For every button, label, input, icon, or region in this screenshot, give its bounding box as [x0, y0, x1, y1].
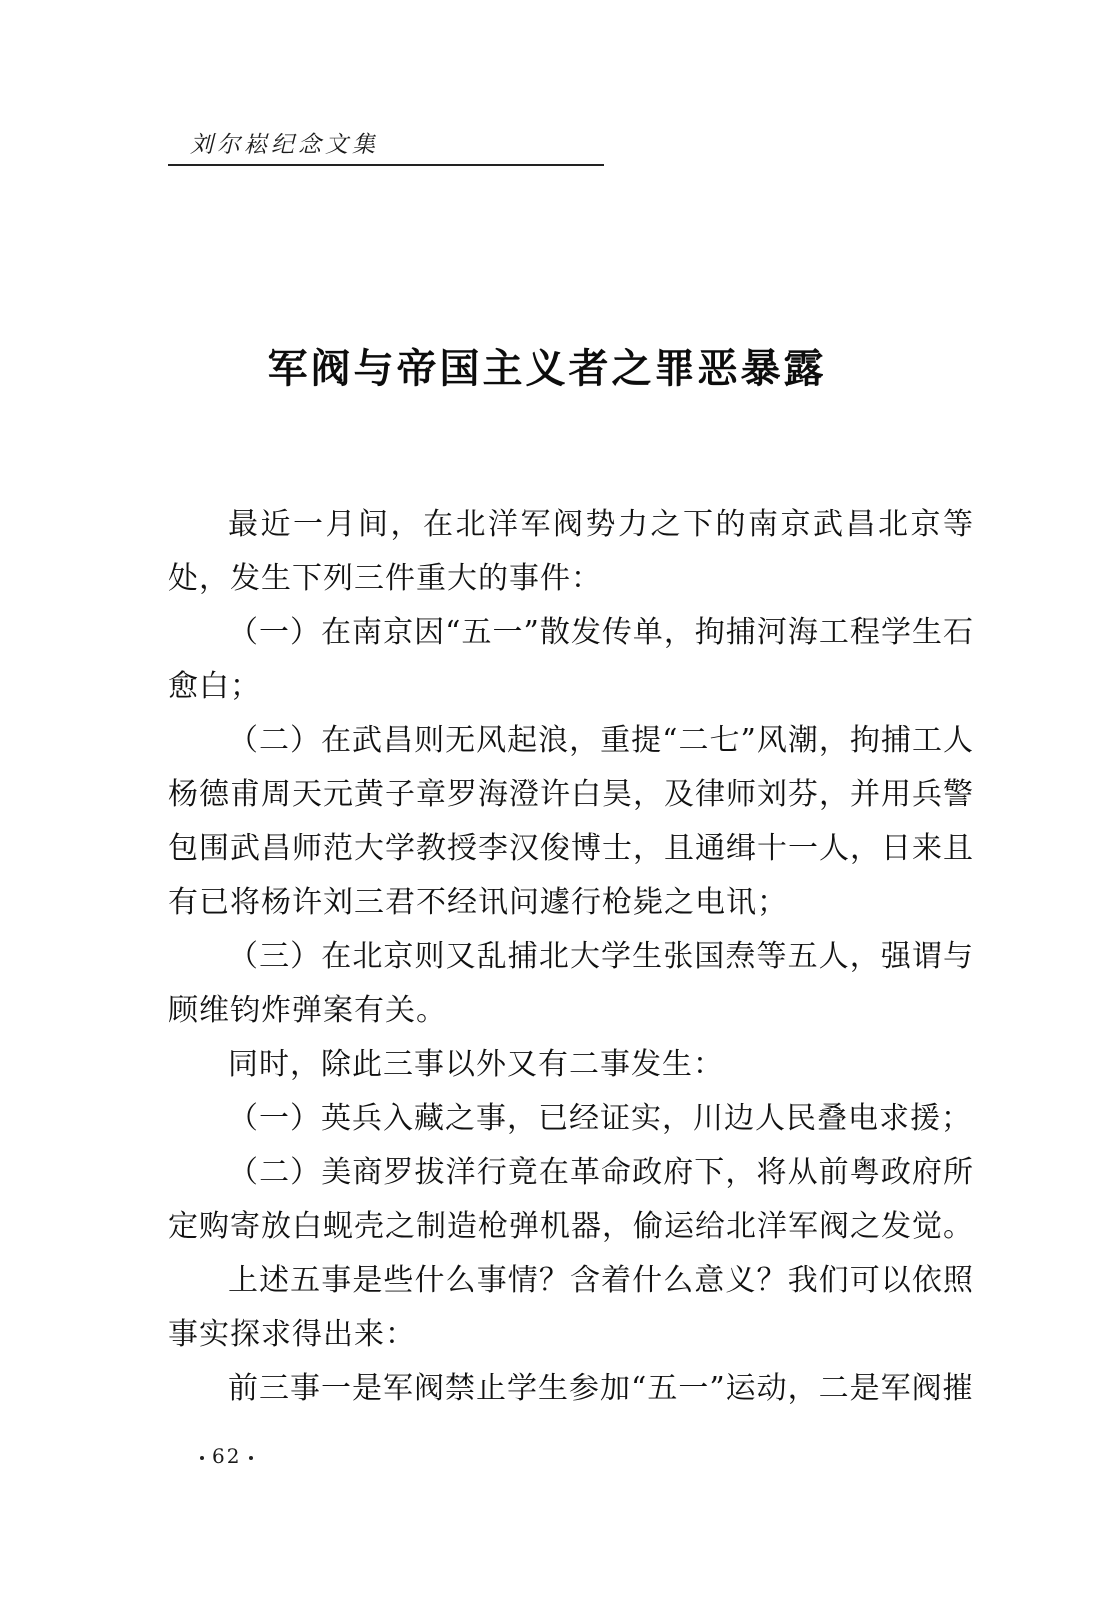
bullet-dot-icon: [200, 1456, 204, 1460]
paragraph: （二）美商罗拔洋行竟在革命政府下，将从前粤政府所定购寄放白蚬壳之制造枪弹机器，偷运给北洋军阀之发觉。: [168, 1155, 974, 1244]
bullet-dot-icon: [249, 1456, 253, 1460]
header-rule: [168, 164, 604, 166]
paragraph: 最近一月间，在北洋军阀势力之下的南京武昌北京等处，发生下列三件重大的事件：: [168, 507, 974, 596]
paragraph: （一）在南京因“五一”散发传单，拘捕河海工程学生石愈白；: [168, 615, 974, 704]
paragraph: 上述五事是些什么事情？含着什么意义？我们可以依照事实探求得出来：: [168, 1263, 974, 1352]
paragraph: （一）英兵入藏之事，已经证实，川边人民叠电求援；: [228, 1101, 972, 1136]
article-title: 军阀与帝国主义者之罪恶暴露: [267, 346, 827, 392]
paragraph: 同时，除此三事以外又有二事发生：: [228, 1047, 724, 1082]
paragraph: （三）在北京则又乱捕北大学生张国焘等五人，强谓与顾维钧炸弹案有关。: [168, 939, 974, 1028]
page-number-value: 62: [212, 1444, 242, 1468]
article-body: [168, 498, 974, 1416]
paragraph: 前三事一是军阀禁止学生参加“五一”运动，二是军阀摧: [228, 1371, 974, 1406]
page-number: [192, 1444, 261, 1468]
running-header: 刘尔崧纪念文集: [190, 132, 379, 158]
paragraph: （二）在武昌则无风起浪，重提“二七”风潮，拘捕工人杨德甫周天元黄子章罗海澄许白昊，及律师刘芬，并用兵警包围武昌师范大学教授李汉俊博士，且通缉十一人，日来且有已将杨许刘三君不经讯问遽行枪毙之电讯；: [168, 723, 974, 920]
